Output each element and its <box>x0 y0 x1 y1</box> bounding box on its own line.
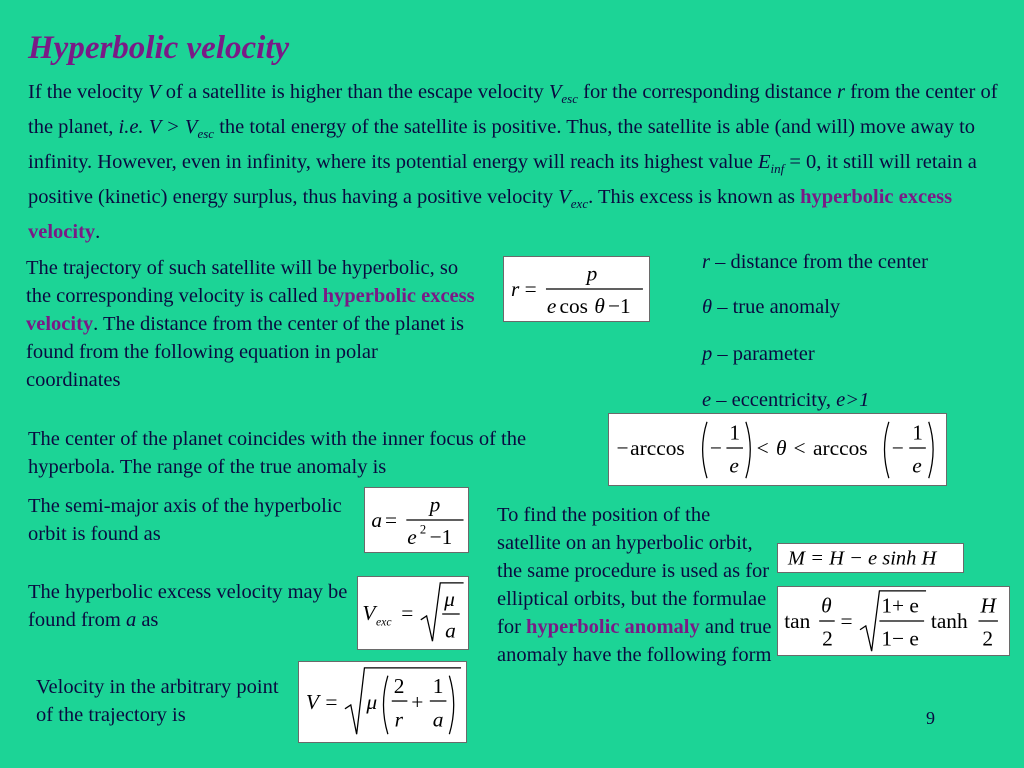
equation-velocity <box>298 661 467 743</box>
equation-semimajor <box>364 487 469 553</box>
svg-text:θ: θ <box>776 435 787 460</box>
svg-text:1: 1 <box>729 420 741 445</box>
svg-text:arccos: arccos <box>630 435 685 460</box>
svg-text:tanh: tanh <box>930 608 968 633</box>
svg-text:−: − <box>891 435 904 460</box>
svg-text:μ: μ <box>366 689 378 714</box>
equation-polar <box>503 256 650 322</box>
svg-text:tan: tan <box>784 608 811 633</box>
svg-text:=: = <box>524 276 537 301</box>
center-paragraph: The center of the planet coincides with the inner focus of the hyperbola. The range of the true anomaly is <box>28 428 527 478</box>
trajectory-paragraph: The trajectory of such satellite will be hyperbolic, so the corresponding velocity is called hyperbolic excess velocity. The distance from the center of the planet is found from the following equation in polar coordinates <box>26 257 475 391</box>
svg-text:−1: −1 <box>608 294 631 319</box>
svg-text:1: 1 <box>912 420 923 445</box>
svg-text:e: e <box>912 453 922 478</box>
svg-text:2: 2 <box>982 626 994 651</box>
svg-text:<: < <box>793 435 806 460</box>
svg-text:1− e: 1− e <box>881 626 919 651</box>
svg-text:−: − <box>709 435 722 460</box>
svg-text:V: V <box>305 689 320 714</box>
svg-text:−: − <box>616 435 629 460</box>
svg-text:p: p <box>586 261 598 286</box>
svg-text:θ: θ <box>821 593 832 618</box>
svg-text:V: V <box>362 600 376 625</box>
legend-r: r – distance from the center <box>702 251 928 273</box>
svg-text:a: a <box>371 507 383 532</box>
svg-text:2: 2 <box>419 522 427 537</box>
svg-text:e: e <box>729 453 739 478</box>
svg-text:1+ e: 1+ e <box>881 593 919 618</box>
equation-tan-half <box>777 586 1010 656</box>
svg-text:e: e <box>407 525 417 550</box>
svg-text:arccos: arccos <box>813 435 868 460</box>
svg-text:M = H − e sinh H: M = H − e sinh H <box>787 547 937 570</box>
svg-text:=: = <box>840 608 853 633</box>
svg-text:<: < <box>756 435 769 460</box>
semimajor-paragraph: The semi-major axis of the hyperbolic orbit is found as <box>28 495 342 545</box>
arbitrary-paragraph: Velocity in the arbitrary point of the trajectory is <box>36 676 279 726</box>
svg-text:p: p <box>429 492 441 517</box>
svg-text:=: = <box>401 600 414 625</box>
page-number: 9 <box>926 708 935 728</box>
legend-e: e – eccentricity, e>1 <box>702 389 870 411</box>
svg-text:θ: θ <box>594 294 605 319</box>
svg-text:a: a <box>432 707 444 732</box>
svg-text:a: a <box>445 618 456 643</box>
equation-vexc <box>357 576 469 650</box>
svg-text:=: = <box>384 507 398 532</box>
position-paragraph: To find the position of the satellite on an hyperbolic orbit, the same procedure is used as for elliptical orbits, but the formulae for hyperbolic anomaly and true anomaly have the following form <box>497 504 772 666</box>
svg-text:exc: exc <box>376 615 392 629</box>
svg-text:H: H <box>980 593 996 618</box>
svg-text:μ: μ <box>444 587 455 612</box>
svg-text:1: 1 <box>432 674 444 699</box>
svg-text:cos: cos <box>559 294 588 319</box>
svg-text:r: r <box>394 707 404 732</box>
equation-kepler <box>777 543 964 573</box>
svg-text:r: r <box>511 276 520 301</box>
svg-text:−1: −1 <box>429 525 453 550</box>
slide-title: Hyperbolic velocity <box>28 30 290 66</box>
svg-text:e: e <box>546 294 557 319</box>
legend-p: p – parameter <box>702 343 815 365</box>
intro-paragraph: If the velocity V of a satellite is higher than the escape velocity $V_{esc}$ for the corresponding distance r from the center of the planet, i.e. $V > V_{esc}$ the total energy of the satellite is positive. Thus, the satellite is able (and will) move away to infinity. However, even in infinity, where its potential energy will reach its highest value $E_{inf} = 0$, it still will retain a positive (kinetic) energy surplus, thus having a positive velocity $V_{exc}$. This excess is known as hyperbolic excess velocity. <box>28 81 998 244</box>
excess-paragraph: The hyperbolic excess velocity may be found from a as <box>28 581 348 631</box>
svg-text:2: 2 <box>393 674 405 699</box>
equation-range <box>608 413 947 486</box>
legend-theta: θ – true anomaly <box>702 296 841 318</box>
svg-text:+: + <box>411 689 424 714</box>
svg-text:2: 2 <box>822 626 833 651</box>
svg-text:=: = <box>325 689 338 714</box>
